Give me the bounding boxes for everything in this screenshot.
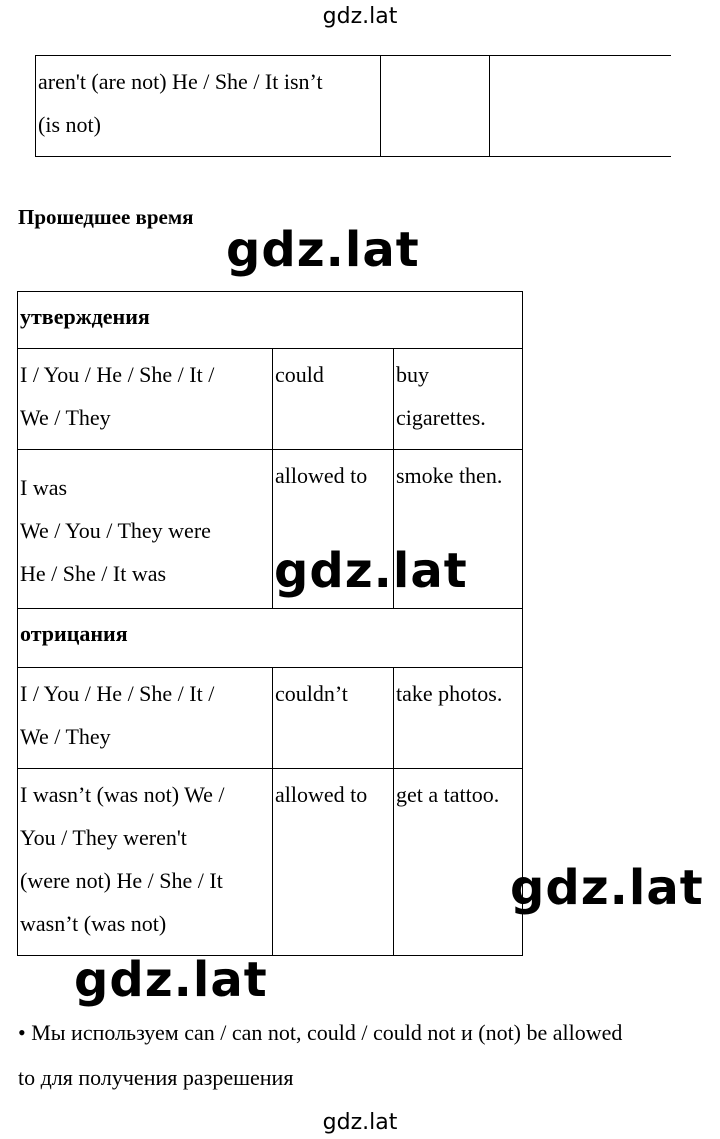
rest-cell <box>394 668 523 769</box>
subject-cell <box>18 668 273 769</box>
verb-cell: couldn’t <box>273 668 394 769</box>
rest-cell <box>490 56 672 157</box>
table-header-row <box>18 609 523 668</box>
verb-cell <box>381 56 490 157</box>
cell-line: (were not) He / She / It <box>20 868 223 893</box>
cell-line: We / They <box>20 405 111 430</box>
cell-line: cigarettes. <box>396 405 486 430</box>
negative-header: отрицания <box>18 609 523 668</box>
table-row <box>18 769 523 956</box>
note-line: • Мы используем can / can not, could / could not и (not) be allowed <box>18 1020 623 1045</box>
cell-line: buy <box>396 362 429 387</box>
past-tense-table <box>17 291 523 956</box>
rest-cell <box>394 769 523 956</box>
present-negative-table-continuation <box>35 55 671 157</box>
cell-line: smoke then. <box>396 463 503 488</box>
cell-line: I / You / He / She / It / <box>20 681 215 706</box>
usage-note <box>18 1010 718 1100</box>
subject-cell <box>18 450 273 609</box>
cell-line: get a tattoo. <box>396 782 500 807</box>
table-row <box>18 668 523 769</box>
verb-cell: could <box>273 349 394 450</box>
cell-line: I wasn’t (was not) We / <box>20 782 225 807</box>
table-row <box>18 349 523 450</box>
cell-line: We / You / They were <box>20 518 211 543</box>
rest-cell <box>394 349 523 450</box>
verb-cell: allowed to <box>273 450 394 609</box>
subject-cell <box>36 56 381 157</box>
affirmative-header: утверждения <box>18 292 523 349</box>
table-row <box>36 56 672 157</box>
watermark-bottom: gdz.lat <box>322 1110 398 1135</box>
note-line: to для получения разрешения <box>18 1065 294 1090</box>
verb-cell: allowed to <box>273 769 394 956</box>
cell-line: You / They weren't <box>20 825 187 850</box>
watermark-large: gdz.lat <box>226 222 420 278</box>
section-title: Прошедшее время <box>18 205 194 229</box>
cell-line: I / You / He / She / It / <box>20 362 215 387</box>
subject-cell <box>18 769 273 956</box>
subject-cell <box>18 349 273 450</box>
cell-line: (is not) <box>38 112 101 137</box>
watermark-large: gdz.lat <box>274 543 468 599</box>
cell-line: aren't (are not) He / She / It isn’t <box>38 69 323 94</box>
watermark-top: gdz.lat <box>322 4 398 29</box>
cell-line: I was <box>20 475 68 500</box>
table-header-row <box>18 292 523 349</box>
watermark-large: gdz.lat <box>510 860 704 916</box>
cell-line: He / She / It was <box>20 561 167 586</box>
cell-line: take photos. <box>396 681 503 706</box>
watermark-large: gdz.lat <box>74 952 268 1008</box>
cell-line: We / They <box>20 724 111 749</box>
cell-line: wasn’t (was not) <box>20 911 167 936</box>
